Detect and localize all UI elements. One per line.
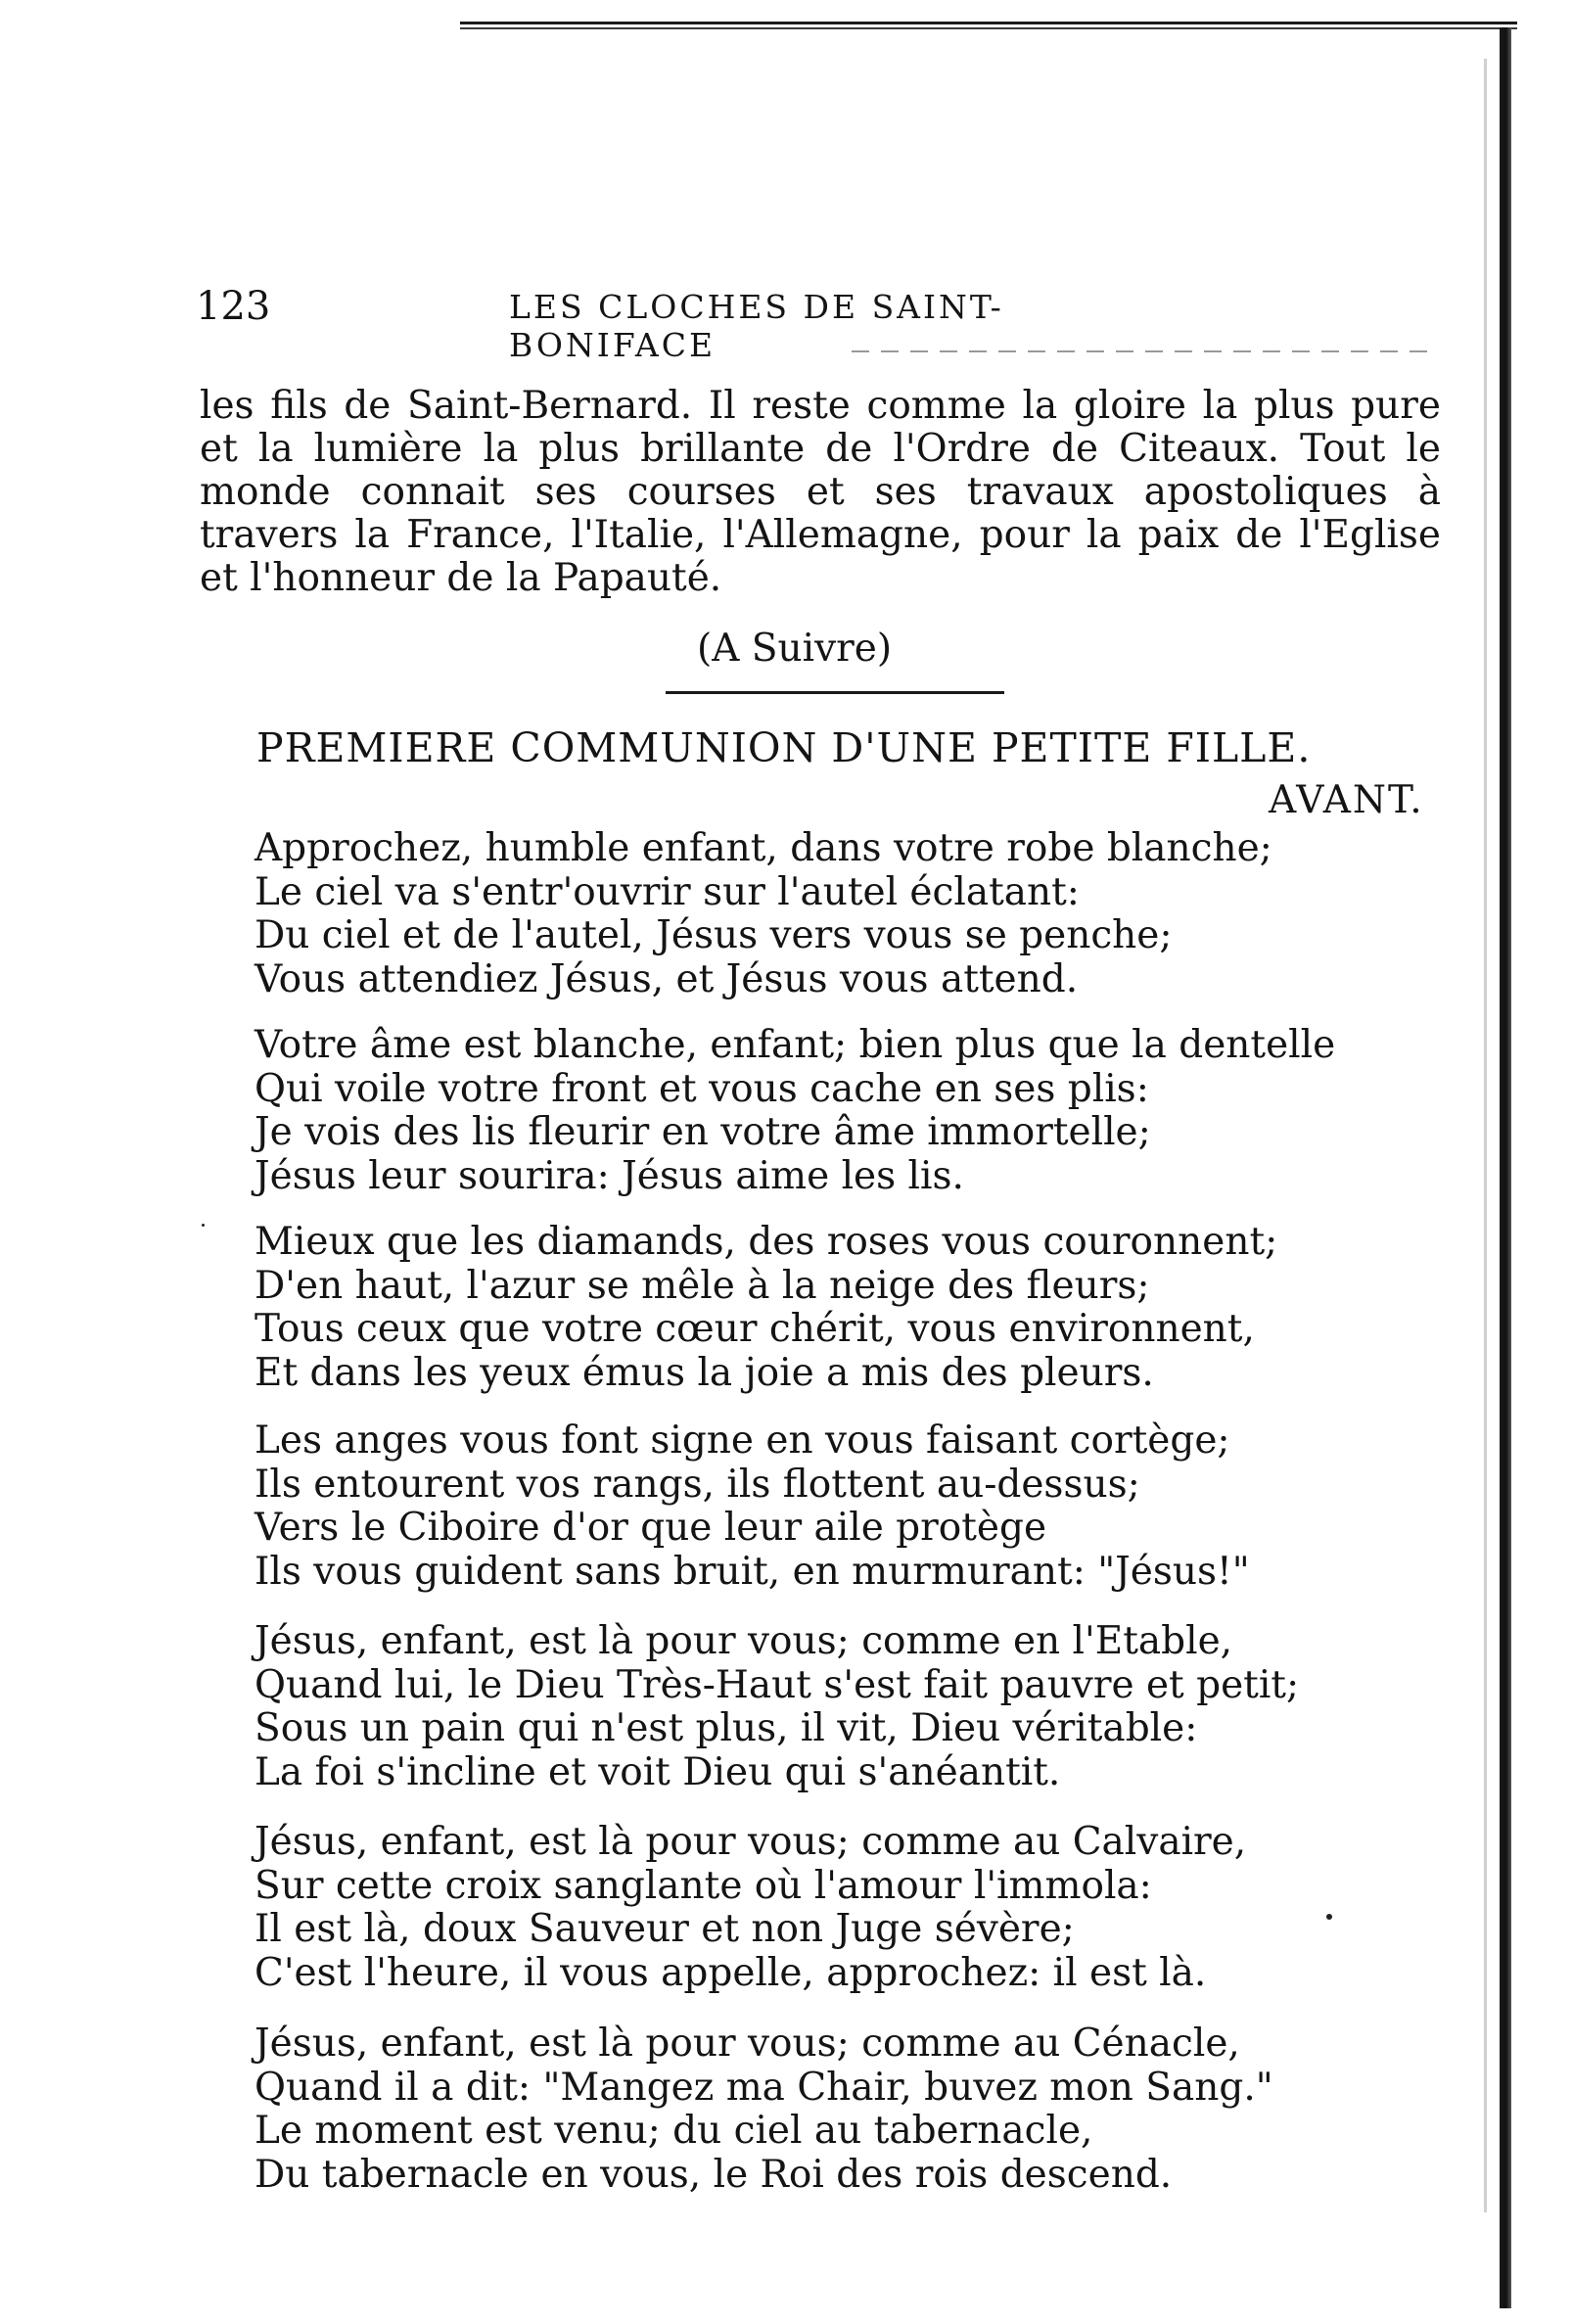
poem-stanza	[254, 2022, 1273, 2197]
poem-line: Approchez, humble enfant, dans votre robe blanche;	[254, 826, 1272, 870]
to-follow-note: (A Suivre)	[697, 627, 893, 671]
poem-stanza	[254, 1821, 1246, 1995]
poem-line: Les anges vous font signe en vous faisant cortège;	[254, 1418, 1230, 1463]
prose-paragraph: les fils de Saint-Bernard. Il reste comme la gloire la plus pure et la lumière la plus brillante de l'Ordre de Citeaux. Tout le monde connait ses courses et ses travaux apostoliques à travers la France, l'Italie, l'Allemagne, pour la paix de l'Eglise et l'honneur de la Papauté.	[200, 384, 1441, 600]
poem-line: Ils vous guident sans bruit, en murmurant: "Jésus!"	[254, 1549, 1250, 1594]
page-top-edge-rule	[460, 22, 1517, 30]
header-dotted-rule	[852, 350, 1439, 352]
poem-line: Jésus, enfant, est là pour vous; comme au Calvaire,	[254, 1820, 1247, 1864]
poem-stanza	[254, 827, 1272, 1001]
poem-line: Et dans les yeux émus la joie a mis des pleurs.	[254, 1350, 1154, 1395]
poem-line: Du tabernacle en vous, le Roi des rois descend.	[254, 2152, 1173, 2197]
poem-line: Jésus leur sourira: Jésus aime les lis.	[254, 1153, 964, 1198]
poem-line: Sur cette croix sanglante où l'amour l'immola:	[254, 1863, 1152, 1908]
poem-line: Sous un pain qui n'est plus, il vit, Dieu véritable:	[254, 1706, 1198, 1750]
poem-stanza	[254, 1419, 1250, 1594]
page-header	[196, 284, 1184, 364]
poem-line: Du ciel et de l'autel, Jésus vers vous se penche;	[254, 913, 1173, 957]
section-divider	[666, 691, 1004, 694]
poem-line: D'en haut, l'azur se mêle à la neige des fleurs;	[254, 1263, 1150, 1308]
poem-line: Je vois des lis fleurir en votre âme immortelle;	[254, 1110, 1151, 1154]
poem-stanza	[254, 1024, 1335, 1198]
poem-title: PREMIERE COMMUNION D'UNE PETITE FILLE.	[256, 724, 1312, 771]
poem-line: La foi s'incline et voit Dieu qui s'anéantit.	[254, 1749, 1061, 1794]
ink-speck	[1326, 1914, 1332, 1920]
poem-line: Vers le Ciboire d'or que leur aile protège	[254, 1506, 1047, 1550]
poem-line: Quand il a dit: "Mangez ma Chair, buvez mon Sang."	[254, 2065, 1273, 2110]
poem-line: Le ciel va s'entr'ouvrir sur l'autel éclatant:	[254, 869, 1080, 914]
poem-stanza	[254, 1221, 1277, 1395]
page-right-edge-shadow	[1500, 27, 1511, 2308]
poem-line: Il est là, doux Sauveur et non Juge sévère;	[254, 1907, 1075, 1951]
poem-line: Jésus, enfant, est là pour vous; comme au Cénacle,	[254, 2022, 1240, 2066]
poem-line: Le moment est venu; du ciel au tabernacle,	[254, 2109, 1093, 2153]
poem-line: Vous attendiez Jésus, et Jésus vous attend.	[254, 956, 1079, 1001]
poem-line: Tous ceux que votre cœur chérit, vous environnent,	[254, 1307, 1255, 1351]
poem-line: Quand lui, le Dieu Très-Haut s'est fait pauvre et petit;	[254, 1662, 1300, 1707]
poem-subtitle: AVANT.	[1269, 778, 1424, 822]
poem-line: Jésus, enfant, est là pour vous; comme en l'Etable,	[254, 1619, 1233, 1663]
poem-line: Votre âme est blanche, enfant; bien plus que la dentelle	[254, 1023, 1336, 1067]
page-right-edge-line	[1484, 59, 1487, 2212]
poem-line: Qui voile votre front et vous cache en ses plis:	[254, 1066, 1149, 1111]
poem-line: C'est l'heure, il vous appelle, approchez: il est là.	[254, 1950, 1207, 1995]
poem-line: Ils entourent vos rangs, ils flottent au-dessus;	[254, 1462, 1140, 1507]
ink-speck	[202, 1224, 205, 1227]
running-title: LES CLOCHES DE SAINT-BONIFACE	[509, 288, 1004, 364]
page-number: 123	[196, 284, 271, 329]
poem-stanza	[254, 1620, 1299, 1794]
poem-line: Mieux que les diamands, des roses vous couronnent;	[254, 1220, 1278, 1264]
